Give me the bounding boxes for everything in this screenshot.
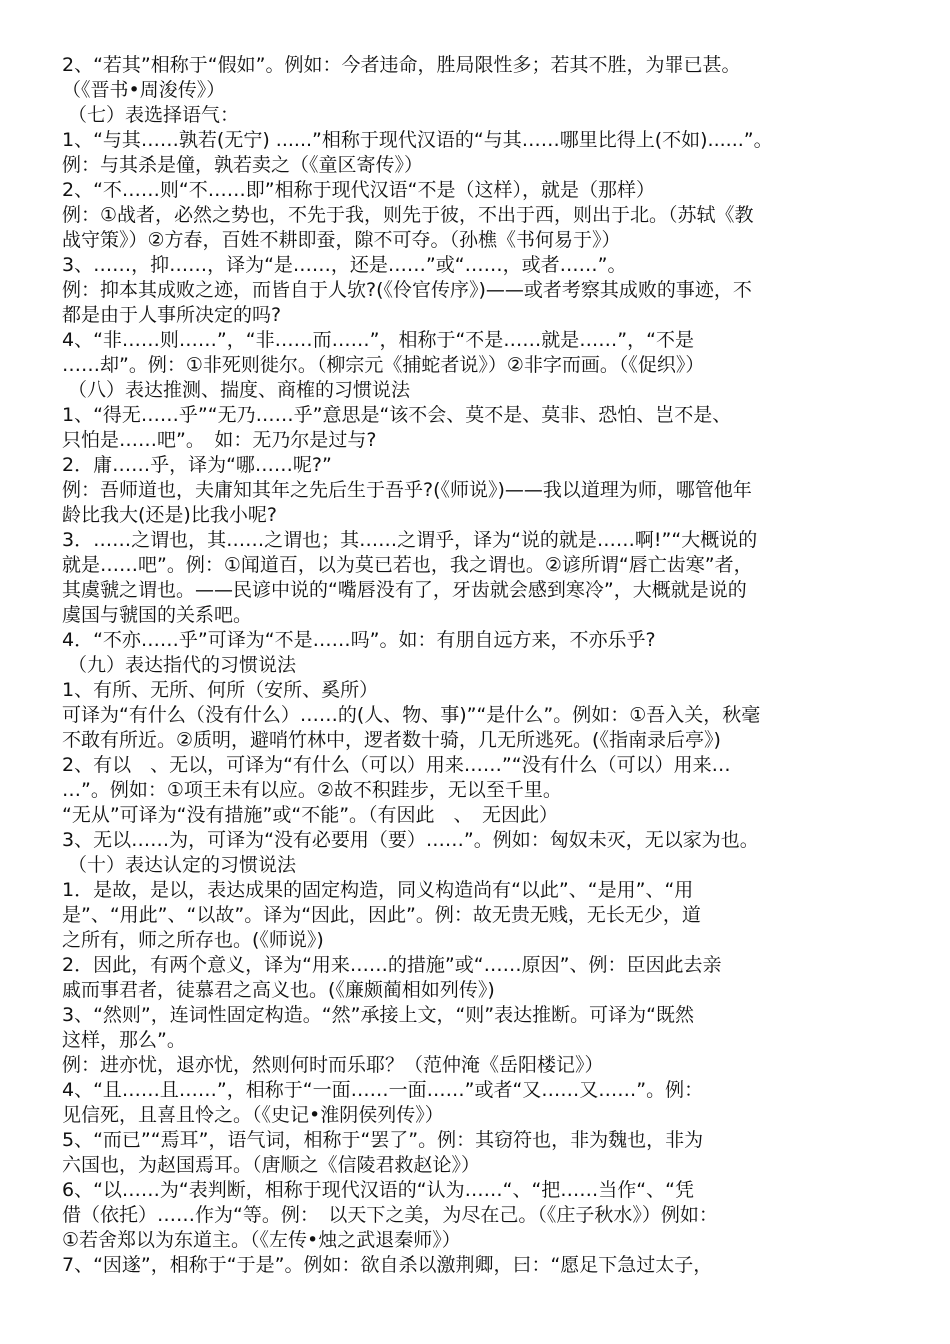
text-line: 就是……吧”。例：①闻道百，以为莫已若也，我之谓也。②谚所谓“唇亡齿寒”者，	[62, 554, 753, 576]
text-line: 2．因此，有两个意义，译为“用来……的措施”或“……原因”、例：臣因此去亲	[62, 954, 722, 976]
text-line: 六国也，为赵国焉耳。（唐顺之《信陵君救赵论》）	[62, 1154, 481, 1176]
text-line: 5、“而已”“焉耳”，语气词，相称于“罢了”。例：其窃符也，非为魏也，非为	[62, 1129, 704, 1151]
text-line: “无从”可译为“没有措施”或“不能”。（有因此 、 无因此）	[62, 804, 559, 826]
text-line: 3、“然则”，连词性固定构造。“然”承接上文，“则”表达推断。可译为“既然	[62, 1004, 694, 1026]
text-line: 4、“非……则……”，“非……而……”，相称于“不是……就是……”，“不是	[62, 329, 694, 351]
text-line: 2、“若其”相称于“假如”。例如：今者违命，胜局限性多；若其不胜，为罪已甚。	[62, 54, 741, 76]
text-line: ①若舍郑以为东道主。（《左传•烛之武退秦师》）	[62, 1229, 461, 1251]
section-heading: （九）表达指代的习惯说法	[68, 654, 297, 676]
text-line: 3．……之谓也，其……之谓也；其……之谓乎，译为“说的就是……啊!”“大概说的	[62, 529, 758, 551]
text-line: 3、……，抑……，译为“是……，还是……”或“……，或者……”。	[62, 254, 627, 276]
text-line: 3、无以……为，可译为“没有必要用（要）……”。例如：匈奴未灭，无以家为也。	[62, 829, 759, 851]
text-line: 这样，那么”。	[62, 1029, 186, 1051]
text-line: 见信死，且喜且怜之。（《史记•淮阴侯列传》）	[62, 1104, 444, 1126]
text-line: 1．是故，是以，表达成果的固定构造，同义构造尚有“以此”、“是用”、“用	[62, 879, 694, 901]
text-line: 7、“因遂”，相称于“于是”。例如：欲自杀以激荆卿，曰：“愿足下急过太子，	[62, 1254, 713, 1276]
text-line: 2．庸……乎，译为“哪……呢?”	[62, 454, 332, 476]
text-line: 借（依托）……作为“等。例： 以天下之美，为尽在己。（《庄子秋水》）例如：	[62, 1204, 718, 1226]
text-line: ……却”。例：①非死则徙尔。（柳宗元《捕蛇者说》）②非字而画。（《促织》）	[62, 354, 705, 376]
text-line: 2、“不……则“不……即”相称于现代汉语“不是（这样），就是（那样）	[62, 179, 655, 201]
text-line: 之所有，师之所存也。(《师说》)	[62, 929, 324, 951]
text-line: 例：抑本其成败之迹，而皆自于人欤?(《伶官传序》)——或者考察其成败的事迹，不	[62, 279, 752, 301]
text-line: …”。例如：①项王未有以应。②故不积跬步，无以至千里。	[62, 779, 562, 801]
text-line: 4、“且……且……”，相称于“一面……一面……”或者“又……又……”。例：	[62, 1079, 704, 1101]
text-line: 虞国与虢国的关系吧。	[62, 604, 253, 626]
section-heading: （八）表达推测、揣度、商榷的习惯说法	[68, 379, 411, 401]
text-line: 例：进亦忧，退亦忧，然则何时而乐耶？（范仲淹《岳阳楼记》）	[62, 1054, 604, 1076]
text-line: 1、有所、无所、何所（安所、奚所）	[62, 679, 379, 701]
text-line: 战守策》）②方春，百姓不耕即蚕，隙不可夺。（孙樵《书何易于》）	[62, 229, 621, 251]
text-line: 例：①战者，必然之势也，不先于我，则先于彼，不出于西，则出于北。（苏轼《教	[62, 204, 754, 226]
text-line: 6、“以……为“表判断，相称于现代汉语的“认为……“、“把……当作“、“凭	[62, 1179, 694, 1201]
text-line: （《晋书•周浚传》）	[62, 79, 226, 101]
text-line: 龄比我大(还是)比我小呢?	[62, 504, 277, 526]
text-line: 1、“与其……孰若(无宁) ......”相称于现代汉语的“与其……哪里比得上(不如)......”。	[62, 129, 773, 151]
text-line: 4．“不亦……乎”可译为“不是……吗”。如：有朋自远方来，不亦乐乎?	[62, 629, 656, 651]
text-line: 可译为“有什么（没有什么）……的(人、物、事)”“是什么”。例如：①吾入关，秋毫	[62, 704, 761, 726]
text-line: 只怕是……吧”。 如：无乃尔是过与?	[62, 429, 377, 451]
text-line: 不敢有所近。②质明，避哨竹林中，逻者数十骑，几无所逃死。(《指南录后亭》)	[62, 729, 721, 751]
text-line: 例：与其杀是僮，孰若卖之（《童区寄传》）	[62, 154, 424, 176]
section-heading: （十）表达认定的习惯说法	[68, 854, 297, 876]
text-line: 是”、“用此”、“以故”。译为“因此，因此”。例：故无贵无贱，无长无少，道	[62, 904, 701, 926]
text-line: 1、“得无……乎”“无乃……乎”意思是“该不会、莫不是、莫非、恐怕、岂不是、	[62, 404, 732, 426]
section-heading: （七）表选择语气：	[68, 104, 240, 126]
text-line: 戚而事君者，徒慕君之高义也。(《廉颇蔺相如列传》)	[62, 979, 495, 1001]
text-line: 例：吾师道也，夫庸知其年之先后生于吾乎?(《师说》)——我以道理为师，哪管他年	[62, 479, 752, 501]
text-line: 都是由于人事所决定的吗?	[62, 304, 282, 326]
text-line: 其虞虢之谓也。——民谚中说的“嘴唇没有了，牙齿就会感到寒冷”，大概就是说的	[62, 579, 747, 601]
text-line: 2、有以 、无以，可译为“有什么（可以）用来……”“没有什么（可以）用来…	[62, 754, 731, 776]
